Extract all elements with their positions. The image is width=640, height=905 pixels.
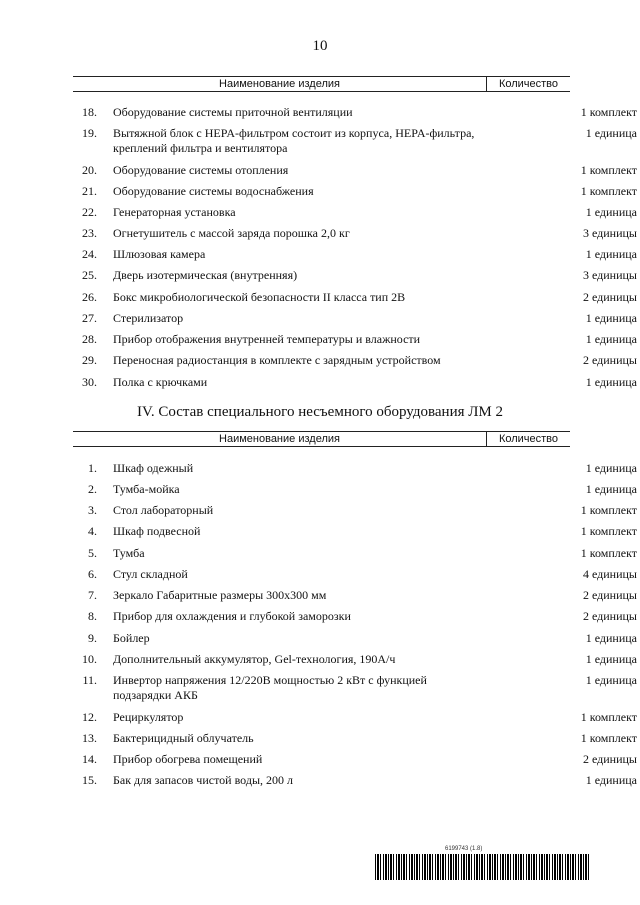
row-name: Генераторная установка bbox=[113, 205, 236, 219]
row-quantity: 2 единицы bbox=[582, 609, 637, 623]
row-name: Бокс микробиологической безопасности II класса тип 2В bbox=[113, 290, 406, 304]
row-name: Бойлер bbox=[113, 631, 150, 645]
row-quantity: 3 единицы bbox=[582, 226, 637, 240]
row-name: Тумба bbox=[113, 546, 145, 560]
row-name: Огнетушитель с массой заряда порошка 2,0 кг bbox=[113, 226, 350, 240]
section-title: IV. Состав специального несъемного оборудования ЛМ 2 bbox=[136, 404, 504, 420]
row-name: Дверь изотермическая (внутренняя) bbox=[113, 268, 298, 282]
row-quantity: 1 единица bbox=[585, 205, 637, 219]
row-name: Стол лабораторный bbox=[113, 503, 214, 517]
row-quantity: 2 единицы bbox=[582, 290, 637, 304]
row-name: Стерилизатор bbox=[113, 311, 184, 325]
row-quantity: 1 комплект bbox=[580, 503, 637, 517]
row-number: 11. bbox=[82, 673, 97, 687]
row-number: 19. bbox=[82, 126, 97, 140]
row-number: 8. bbox=[88, 609, 97, 623]
row-name: Шкаф одежный bbox=[113, 461, 194, 475]
row-number: 24. bbox=[82, 247, 97, 261]
table1-header-name: Наименование изделия bbox=[73, 77, 487, 91]
row-number: 27. bbox=[82, 311, 97, 325]
row-quantity: 2 единицы bbox=[582, 353, 637, 367]
table2-header-name: Наименование изделия bbox=[73, 432, 487, 446]
row-number: 1. bbox=[88, 461, 97, 475]
row-number: 14. bbox=[82, 752, 97, 766]
row-quantity: 1 единица bbox=[585, 247, 637, 261]
row-number: 15. bbox=[82, 773, 97, 787]
row-number: 10. bbox=[82, 652, 97, 666]
table1-header bbox=[73, 76, 570, 92]
row-name: Бак для запасов чистой воды, 200 л bbox=[113, 773, 293, 787]
row-number: 20. bbox=[82, 163, 97, 177]
table1-header-qty: Количество bbox=[498, 78, 559, 90]
row-quantity: 1 единица bbox=[585, 482, 637, 496]
row-quantity: 1 комплект bbox=[580, 546, 637, 560]
row-quantity: 1 комплект bbox=[580, 710, 637, 724]
row-number: 22. bbox=[82, 205, 97, 219]
row-name: Оборудование системы приточной вентиляции bbox=[113, 105, 353, 119]
row-number: 2. bbox=[88, 482, 97, 496]
row-quantity: 4 единицы bbox=[582, 567, 637, 581]
row-name: Инвертор напряжения 12/220В мощностью 2 кВт с функцией подзарядки АКБ bbox=[113, 673, 427, 702]
row-name: Прибор для охлаждения и глубокой заморозки bbox=[113, 609, 351, 623]
row-quantity: 3 единицы bbox=[582, 268, 637, 282]
row-name: Шлюзовая камера bbox=[113, 247, 206, 261]
table2-header-qty: Количество bbox=[498, 433, 559, 445]
row-number: 18. bbox=[82, 105, 97, 119]
row-name: Оборудование системы водоснабжения bbox=[113, 184, 314, 198]
row-quantity: 1 единица bbox=[585, 332, 637, 346]
row-quantity: 1 комплект bbox=[580, 731, 637, 745]
row-name: Переносная радиостанция в комплекте с зарядным устройством bbox=[113, 353, 441, 367]
row-name: Вытяжной блок с HEPA-фильтром состоит из корпуса, HEPA-фильтра, креплений фильтра и вентилятора bbox=[113, 126, 475, 155]
row-quantity: 1 единица bbox=[585, 631, 637, 645]
row-name: Рециркулятор bbox=[113, 710, 184, 724]
row-number: 9. bbox=[88, 631, 97, 645]
row-number: 23. bbox=[82, 226, 97, 240]
row-number: 12. bbox=[82, 710, 97, 724]
row-number: 13. bbox=[82, 731, 97, 745]
row-quantity: 1 единица bbox=[585, 773, 637, 787]
row-number: 21. bbox=[82, 184, 97, 198]
row-number: 6. bbox=[88, 567, 97, 581]
row-quantity: 1 единица bbox=[585, 673, 637, 687]
row-name: Тумба-мойка bbox=[113, 482, 180, 496]
row-name: Зеркало Габаритные размеры 300х300 мм bbox=[113, 588, 327, 602]
row-quantity: 1 комплект bbox=[580, 524, 637, 538]
row-quantity: 1 единица bbox=[585, 126, 637, 140]
row-quantity: 1 единица bbox=[585, 461, 637, 475]
row-number: 7. bbox=[88, 588, 97, 602]
row-name: Прибор отображения внутренней температуры и влажности bbox=[113, 332, 421, 346]
row-quantity: 1 комплект bbox=[580, 184, 637, 198]
row-number: 3. bbox=[88, 503, 97, 517]
row-name: Прибор обогрева помещений bbox=[113, 752, 263, 766]
row-quantity: 1 единица bbox=[585, 311, 637, 325]
row-quantity: 1 единица bbox=[585, 652, 637, 666]
row-number: 26. bbox=[82, 290, 97, 304]
row-name: Шкаф подвесной bbox=[113, 524, 201, 538]
barcode-icon bbox=[375, 854, 590, 880]
barcode-caption: 6199743 (1.8) bbox=[445, 846, 483, 852]
row-number: 5. bbox=[88, 546, 97, 560]
page-number: 10 bbox=[312, 38, 328, 54]
row-name: Бактерицидный облучатель bbox=[113, 731, 254, 745]
row-number: 30. bbox=[82, 375, 97, 389]
row-quantity: 1 комплект bbox=[580, 163, 637, 177]
row-number: 25. bbox=[82, 268, 97, 282]
row-name: Стул складной bbox=[113, 567, 188, 581]
row-quantity: 2 единицы bbox=[582, 588, 637, 602]
row-quantity: 1 комплект bbox=[580, 105, 637, 119]
row-number: 29. bbox=[82, 353, 97, 367]
row-quantity: 1 единица bbox=[585, 375, 637, 389]
row-number: 28. bbox=[82, 332, 97, 346]
row-name: Дополнительный аккумулятор, Gel-технология, 190А/ч bbox=[113, 652, 396, 666]
row-quantity: 2 единицы bbox=[582, 752, 637, 766]
table2-header bbox=[73, 431, 570, 447]
row-name: Полка с крючками bbox=[113, 375, 208, 389]
row-number: 4. bbox=[88, 524, 97, 538]
row-name: Оборудование системы отопления bbox=[113, 163, 289, 177]
